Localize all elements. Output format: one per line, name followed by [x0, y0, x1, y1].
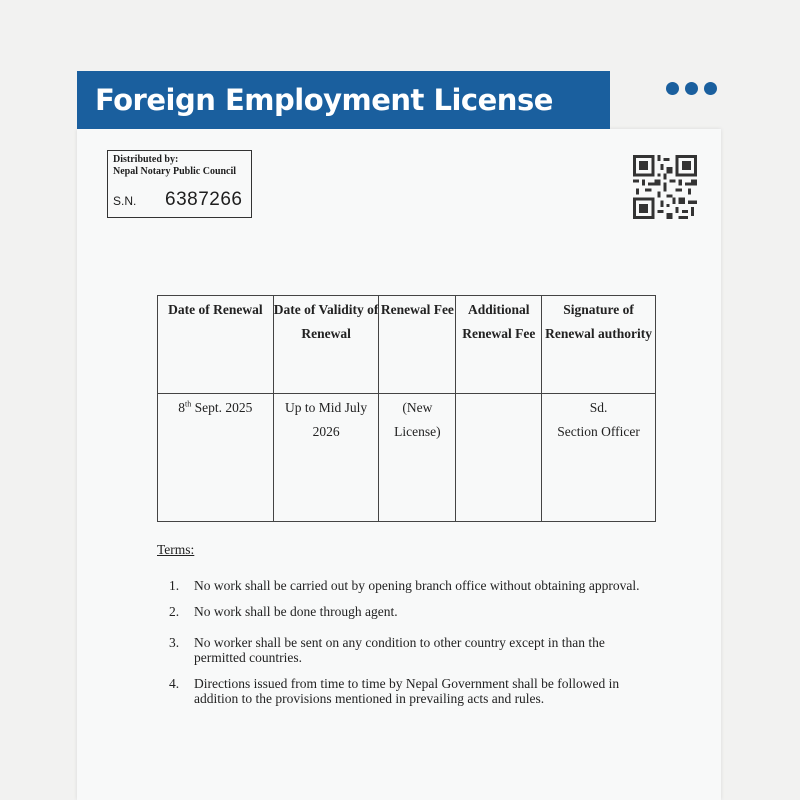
cell-renewal-fee: (New License): [379, 394, 456, 522]
signature-officer: Section Officer: [557, 424, 640, 439]
term-number: 3.: [169, 635, 180, 650]
col-date-of-renewal: Date of Renewal: [158, 296, 274, 394]
col-renewal-fee: Renewal Fee: [379, 296, 456, 394]
date-day: 8: [178, 400, 186, 415]
dot-2: [685, 82, 698, 95]
table-header-row: [158, 296, 656, 394]
term-text: Directions issued from time to time by Nepal Government shall be followed in addition to the provisions mentioned in prevailing acts and rules.: [194, 676, 620, 706]
date-rest: Sept. 2025: [191, 400, 253, 415]
distribution-stamp: [107, 150, 252, 218]
terms-section: [157, 542, 647, 717]
term-text: No work shall be done through agent.: [194, 604, 398, 619]
serial-number-label: S.N.: [113, 194, 137, 208]
more-dots-icon[interactable]: [666, 82, 717, 95]
serial-number-value: 6387266: [165, 189, 243, 210]
term-number: 2.: [169, 604, 180, 619]
term-number: 4.: [169, 676, 180, 691]
qr-code-icon: [632, 155, 698, 219]
cell-additional-fee: [456, 394, 542, 522]
cell-date-of-renewal: [158, 394, 274, 522]
stamp-distributed-by: Distributed by:: [113, 154, 179, 165]
col-validity: Date of Validity of Renewal: [273, 296, 379, 394]
col-additional-fee: Additional Renewal Fee: [456, 296, 542, 394]
dot-1: [666, 82, 679, 95]
terms-heading: Terms:: [157, 542, 195, 557]
renewal-table: [157, 295, 656, 522]
list-item: [169, 676, 647, 706]
serial-number-row: [113, 189, 242, 211]
list-item: [169, 578, 647, 593]
cell-signature: [542, 394, 656, 522]
col-signature: Signature of Renewal authority: [542, 296, 656, 394]
term-text: No worker shall be sent on any condition to other country except in than the permitted countries.: [194, 635, 605, 665]
cell-validity: Up to Mid July 2026: [273, 394, 379, 522]
page-title: Foreign Employment License: [77, 71, 610, 129]
signature-sd: Sd.: [589, 400, 608, 415]
stamp-council-name: Nepal Notary Public Council: [113, 166, 237, 177]
dot-3: [704, 82, 717, 95]
list-item: [169, 635, 647, 665]
list-item: [169, 604, 647, 619]
terms-list: [157, 578, 647, 706]
term-text: No work shall be carried out by opening branch office without obtaining approval.: [194, 578, 640, 593]
term-number: 1.: [169, 578, 180, 593]
date-suffix: th: [185, 399, 192, 409]
table-row: [158, 394, 656, 522]
